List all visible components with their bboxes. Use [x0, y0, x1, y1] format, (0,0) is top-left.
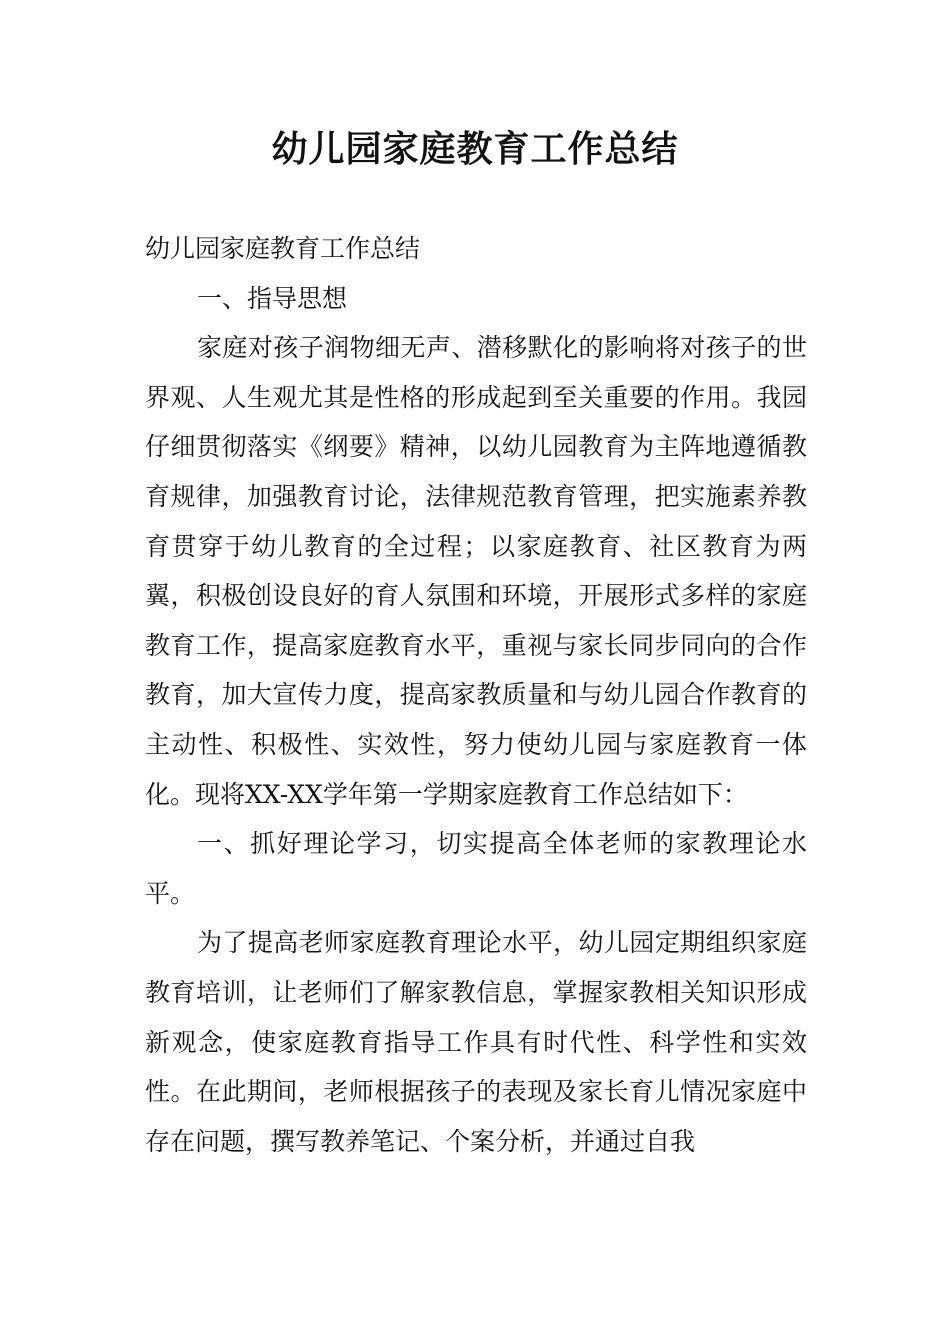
paragraph-guiding-ideology: 家庭对孩子润物细无声、潜移默化的影响将对孩子的世界观、人生观尤其是性格的形成起到至关重要的作用。我园仔细贯彻落实《纲要》精神，以幼儿园教育为主阵地遵循教育规律，加强教育讨论，法律规范教育管理，把实施素养教育贯穿于幼儿教育的全过程；以家庭教育、社区教育为两翼，积极创设良好的育人氛围和环境，开展形式多样的家庭教育工作，提高家庭教育水平，重视与家长同步同向的合作教育，加大宣传力度，提高家教质量和与幼儿园合作教育的主动性、积极性、实效性，努力使幼儿园与家庭教育一体化。现将XX-XX学年第一学期家庭教育工作总结如下： — [145, 333, 807, 809]
document-body — [145, 224, 807, 1166]
document-title: 幼儿园家庭教育工作总结 — [271, 129, 679, 170]
body-heading: 幼儿园家庭教育工作总结 — [145, 234, 421, 263]
section-heading-guiding-ideology: 一、指导思想 — [197, 283, 348, 313]
paragraph-theory-study: 为了提高老师家庭教育理论水平，幼儿园定期组织家庭教育培训，让老师们了解家教信息，掌握家教相关知识形成新观念，使家庭教育指导工作具有时代性、科学性和实效性。在此期间，老师根据孩子的表现及家长育儿情况家庭中存在问题，撰写教养笔记、个案分析，并通过自我 — [145, 928, 807, 1156]
section-heading-theory-study: 一、抓好理论学习，切实提高全体老师的家教理论水平。 — [145, 829, 807, 908]
